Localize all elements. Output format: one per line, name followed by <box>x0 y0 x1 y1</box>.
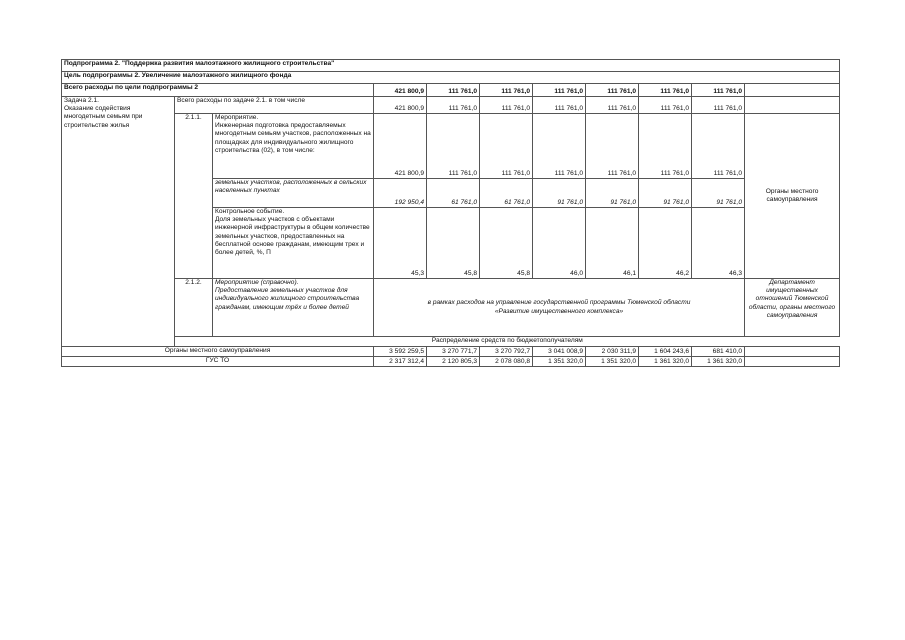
empty-cell <box>745 84 840 97</box>
task-total-value: 421 800,9 <box>374 97 427 114</box>
item-212-number: 2.1.2. <box>175 279 213 337</box>
item-211-label: Мероприятие. Инженерная подготовка предоставляемых многодетным семьям участков, расположенных на площадках для индивидуального жилищного строительства (02), в том числе: <box>213 114 374 179</box>
item-212-note <box>374 279 745 337</box>
distribution-value: 3 270 792,7 <box>480 347 533 357</box>
distribution-value: 681 410,0 <box>692 347 745 357</box>
goal-total-value: 111 761,0 <box>480 84 533 97</box>
item-211-rural-value: 91 761,0 <box>533 179 586 208</box>
item-211-value: 421 800,9 <box>374 114 427 179</box>
item-211-value: 111 761,0 <box>533 114 586 179</box>
distribution-value: 3 270 771,7 <box>427 347 480 357</box>
distribution-value: 3 592 259,5 <box>374 347 427 357</box>
distribution-value: 2 120 805,3 <box>427 357 480 367</box>
item-211-value: 111 761,0 <box>480 114 533 179</box>
task-total-value: 111 761,0 <box>480 97 533 114</box>
task-total-value: 111 761,0 <box>427 97 480 114</box>
item-211-rural-label: земельных участков, расположенных в сельских населенных пунктах <box>213 179 374 208</box>
task-total-value: 111 761,0 <box>533 97 586 114</box>
task-total-value: 111 761,0 <box>692 97 745 114</box>
empty-cell <box>745 357 840 367</box>
item-211-control-value: 45,3 <box>374 208 427 279</box>
task-total-value: 111 761,0 <box>586 97 639 114</box>
subprogram-title: Подпрограмма 2. "Поддержка развития малоэтажного жилищного строительства" <box>62 60 840 72</box>
distribution-title-row <box>62 337 840 347</box>
distribution-value: 3 041 008,9 <box>533 347 586 357</box>
item-212-label: Мероприятие (справочно). Предоставление земельных участков для индивидуального жилищного строительства гражданам, имеющим трёх и более детей <box>213 279 374 337</box>
goal-total-value: 111 761,0 <box>639 84 692 97</box>
distribution-value: 1 604 243,6 <box>639 347 692 357</box>
item-211-control-value: 46,2 <box>639 208 692 279</box>
distribution-value: 2 078 080,8 <box>480 357 533 367</box>
item-211-row <box>62 114 840 179</box>
task-total-label: Всего расходы по задаче 2.1. в том числе <box>175 97 374 114</box>
goal-total-value: 421 800,9 <box>374 84 427 97</box>
item-211-value: 111 761,0 <box>427 114 480 179</box>
distribution-row <box>62 347 840 357</box>
item-211-control-value: 46,0 <box>533 208 586 279</box>
goal-total-value: 111 761,0 <box>692 84 745 97</box>
distribution-value: 2 317 312,4 <box>374 357 427 367</box>
goal-title: Цель подпрограммы 2. Увеличение малоэтажного жилищного фонда <box>62 72 840 84</box>
goal-total-value: 111 761,0 <box>586 84 639 97</box>
item-211-rural-value: 61 761,0 <box>427 179 480 208</box>
goal-total-value: 111 761,0 <box>427 84 480 97</box>
distribution-value: 1 361 320,0 <box>639 357 692 367</box>
goal-total-row <box>62 84 840 97</box>
distribution-recipient: ГУС ТО <box>62 357 374 367</box>
item-211-rural-value: 61 761,0 <box>480 179 533 208</box>
item-211-value: 111 761,0 <box>639 114 692 179</box>
budget-table-sheet <box>61 59 839 367</box>
budget-table <box>61 59 840 367</box>
item-211-control-value: 45,8 <box>480 208 533 279</box>
goal-total-value: 111 761,0 <box>533 84 586 97</box>
item-211-value: 111 761,0 <box>692 114 745 179</box>
distribution-value: 1 361 320,0 <box>692 357 745 367</box>
goal-total-label: Всего расходы по цели подпрограммы 2 <box>62 84 374 97</box>
item-212-row <box>62 279 840 337</box>
item-211-value: 111 761,0 <box>586 114 639 179</box>
task-label: Задача 2.1. Оказание содействия многодетным семьям при строительстве жилья <box>62 97 175 347</box>
task-total-value: 111 761,0 <box>639 97 692 114</box>
item-212-executor: Департамент имущественных отношений Тюменской области, органы местного самоуправления <box>745 279 840 337</box>
item-211-number: 2.1.1. <box>175 114 213 279</box>
empty-cell <box>745 97 840 114</box>
item-211-control-value: 45,8 <box>427 208 480 279</box>
item-211-executor: Органы местного самоуправления <box>745 114 840 279</box>
distribution-title: Распределение средств по бюджетополучателям <box>175 337 840 347</box>
distribution-value: 1 351 320,0 <box>586 357 639 367</box>
item-211-control-label: Контрольное событие. Доля земельных участков с объектами инженерной инфраструктуры в общем количестве земельных участков, предоставленных на бесплатной основе гражданам, имеющим трех и более детей, %, П <box>213 208 374 279</box>
item-211-control-value: 46,1 <box>586 208 639 279</box>
item-211-control-value: 46,3 <box>692 208 745 279</box>
distribution-value: 2 030 311,9 <box>586 347 639 357</box>
item-211-rural-value: 91 761,0 <box>692 179 745 208</box>
distribution-row <box>62 357 840 367</box>
item-211-rural-value: 91 761,0 <box>586 179 639 208</box>
distribution-value: 1 351 320,0 <box>533 357 586 367</box>
item-211-rural-value: 192 950,4 <box>374 179 427 208</box>
item-212-note-text: в рамках расходов на управление государственной программы Тюменской области «Развитие имущественного комплекса» <box>427 299 691 315</box>
task-total-row <box>62 97 840 114</box>
item-211-rural-value: 91 761,0 <box>639 179 692 208</box>
goal-title-row <box>62 72 840 84</box>
distribution-recipient: Органы местного самоуправления <box>62 347 374 357</box>
subprogram-title-row <box>62 60 840 72</box>
empty-cell <box>745 347 840 357</box>
